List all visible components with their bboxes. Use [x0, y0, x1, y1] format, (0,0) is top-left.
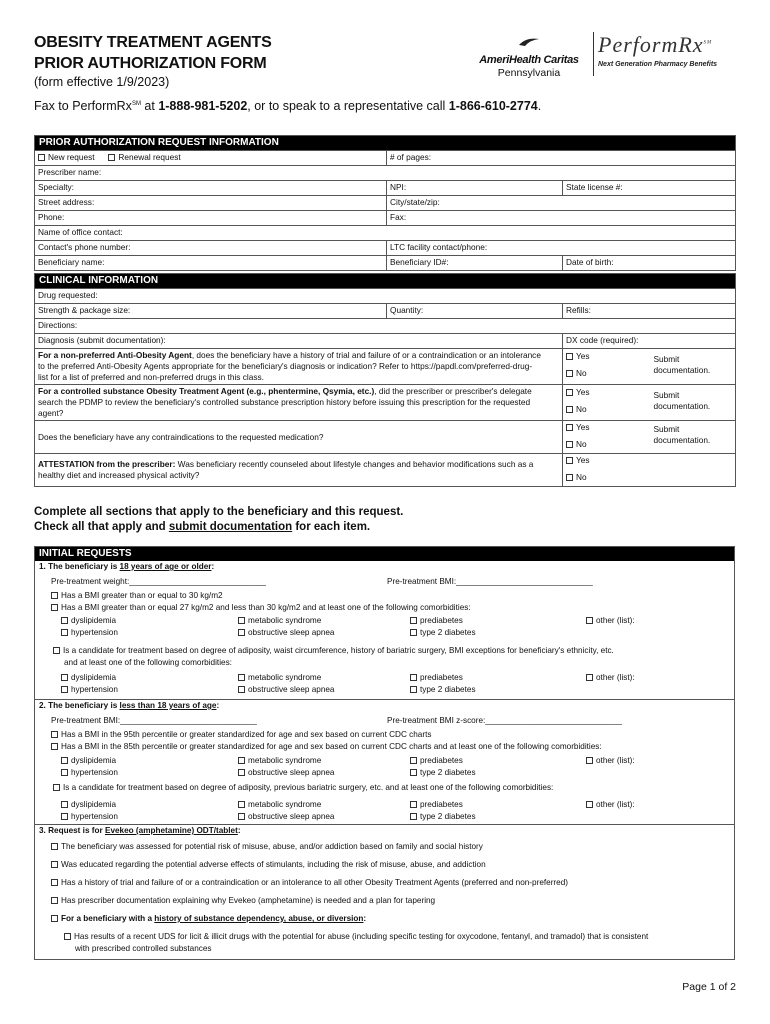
directions-field[interactable]: Directions: — [35, 319, 736, 334]
s2b-t2d-checkbox[interactable] — [410, 813, 417, 820]
q4-no-label: No — [576, 472, 587, 482]
s1a-t2d-label: type 2 diabetes — [420, 628, 476, 637]
city-state-zip-field[interactable]: City/state/zip: — [387, 196, 736, 211]
evekeo-documentation-label: Has prescriber documentation explaining why Evekeo (amphetamine) is needed and a plan for tapering — [61, 896, 436, 905]
question-contraindications: Does the beneficiary have any contraindications to the requested medication? — [35, 421, 563, 454]
s2a-osa-checkbox[interactable] — [238, 769, 245, 776]
evekeo-educated-label: Was educated regarding the potential adverse effects of stimulants, including the risk of misuse, abuse, and addiction — [61, 860, 486, 869]
s2a-other-label: other (list): — [596, 756, 635, 765]
section-adult — [35, 561, 734, 699]
s1b-t2d-checkbox[interactable] — [410, 686, 417, 693]
fax-text-end: . — [537, 99, 542, 113]
s1b-metabolic-checkbox[interactable] — [238, 674, 245, 681]
s1b-dyslipidemia-label: dyslipidemia — [71, 673, 117, 682]
q4-no-checkbox[interactable] — [566, 474, 573, 481]
s2a-t2d-label: type 2 diabetes — [420, 768, 476, 777]
p95-checkbox[interactable] — [51, 731, 58, 738]
s2b-metabolic-checkbox[interactable] — [238, 801, 245, 808]
q4-blank — [651, 454, 736, 487]
page-number: Page 1 of 2 — [682, 981, 736, 993]
question-nonpreferred — [35, 349, 563, 385]
q2-no-checkbox[interactable] — [566, 406, 573, 413]
amerihealth-logo — [471, 36, 587, 79]
form-title-line1: OBESITY TREATMENT AGENTS — [34, 34, 272, 51]
performrx-logo-sm: SM — [703, 40, 713, 46]
s1a-other-checkbox[interactable] — [586, 617, 593, 624]
bmi27-checkbox[interactable] — [51, 604, 58, 611]
s1a-dyslipidemia-label: dyslipidemia — [71, 616, 117, 625]
form-header — [34, 32, 734, 92]
s2b-dyslipidemia-label: dyslipidemia — [71, 800, 117, 809]
question-attestation — [35, 454, 563, 487]
s2b-osa-checkbox[interactable] — [238, 813, 245, 820]
pre-treatment-bmiz-field[interactable]: Pre-treatment BMI z-score:______________________________ — [387, 716, 622, 725]
s1b-prediabetes-checkbox[interactable] — [410, 674, 417, 681]
clinical-info-table — [34, 273, 736, 487]
state-license-field[interactable]: State license #: — [563, 181, 736, 196]
substance-history-post: : — [363, 914, 367, 923]
evekeo-risk-checkbox[interactable] — [51, 843, 58, 850]
street-address-field[interactable]: Street address: — [35, 196, 387, 211]
q2-submit-line2: documentation. — [653, 401, 711, 411]
section-pediatric — [35, 699, 734, 824]
phone-number[interactable]: 1-866-610-2774 — [448, 99, 538, 113]
s2a-t2d-checkbox[interactable] — [410, 769, 417, 776]
specialty-field[interactable]: Specialty: — [35, 181, 387, 196]
fax-field[interactable]: Fax: — [387, 211, 736, 226]
pages-field[interactable]: # of pages: — [387, 151, 736, 166]
fax-text-call: , or to speak to a representative call — [247, 99, 449, 113]
evekeo-educated-checkbox[interactable] — [51, 861, 58, 868]
request-type-cell — [35, 151, 387, 166]
s1a-other-label: other (list): — [596, 616, 635, 625]
s2a-osa-label: obstructive sleep apnea — [248, 768, 335, 777]
fax-instructions — [34, 99, 541, 113]
phone-field[interactable]: Phone: — [35, 211, 387, 226]
instructions-note — [34, 505, 403, 535]
substance-history-checkbox[interactable] — [51, 915, 58, 922]
q3-submit-note — [651, 421, 736, 454]
s2a-metabolic-checkbox[interactable] — [238, 757, 245, 764]
q1-line3: list for a list of preferred and non-preferred drugs in this class. — [38, 372, 264, 382]
q4-line2: healthy diet and increased physical activity? — [38, 470, 200, 480]
refills-field[interactable]: Refills: — [563, 304, 736, 319]
clinical-info-title: CLINICAL INFORMATION — [35, 274, 736, 289]
q2-yes-label: Yes — [576, 387, 590, 397]
prescriber-name-field[interactable]: Prescriber name: — [35, 166, 736, 181]
substance-history-pre: For a beneficiary with a — [61, 914, 155, 923]
s1b-other-checkbox[interactable] — [586, 674, 593, 681]
s2b-dyslipidemia-checkbox[interactable] — [61, 801, 68, 808]
uds-line2: with prescribed controlled substances — [75, 944, 212, 953]
s2-pre: 2. The beneficiary is — [39, 701, 120, 710]
uds-checkbox[interactable] — [64, 933, 71, 940]
drug-requested-field[interactable]: Drug requested: — [35, 289, 736, 304]
instructions-line1: Complete all sections that apply to the beneficiary and this request. — [34, 506, 404, 518]
amerihealth-logo-name: AmeriHealth Caritas — [479, 54, 579, 66]
s2b-metabolic-label: metabolic syndrome — [248, 800, 322, 809]
s2b-hypertension-label: hypertension — [71, 812, 118, 821]
diagnosis-field[interactable]: Diagnosis (submit documentation): — [35, 334, 563, 349]
q2-rest: , did the prescriber or prescriber's delegate — [374, 386, 532, 396]
s1b-osa-label: obstructive sleep apnea — [248, 685, 335, 694]
s2a-dyslipidemia-checkbox[interactable] — [61, 757, 68, 764]
s1a-metabolic-checkbox[interactable] — [238, 617, 245, 624]
q1-submit-note — [651, 349, 736, 385]
s1b-metabolic-label: metabolic syndrome — [248, 673, 322, 682]
q3-yes-no — [563, 421, 651, 454]
new-request-label: New request — [48, 152, 95, 162]
s2b-prediabetes-label: prediabetes — [420, 800, 463, 809]
s2-post: : — [216, 701, 220, 710]
s2b-hypertension-checkbox[interactable] — [61, 813, 68, 820]
fax-text: Fax to PerformRx — [34, 99, 132, 113]
s2b-t2d-label: type 2 diabetes — [420, 812, 476, 821]
s2a-metabolic-label: metabolic syndrome — [248, 756, 322, 765]
form-title-line2: PRIOR AUTHORIZATION FORM — [34, 55, 267, 72]
amerihealth-logo-state: Pennsylvania — [497, 67, 561, 79]
section2-heading — [35, 700, 734, 712]
s1a-prediabetes-checkbox[interactable] — [410, 617, 417, 624]
bmi27-label: Has a BMI greater than or equal 27 kg/m2 and less than 30 kg/m2 and at least one of the following comorbidities: — [61, 603, 471, 612]
candidate1-label: Is a candidate for treatment based on degree of adiposity, waist circumference, history of bariatric surgery, BMI exceptions for beneficiary's ethnicity, etc. — [63, 646, 614, 655]
performrx-logo — [594, 32, 734, 68]
section-evekeo — [35, 824, 734, 955]
initial-requests-title: INITIAL REQUESTS — [35, 547, 734, 561]
q1-line2: to the preferred Anti-Obesity Agents appropriate for the beneficiary's diagnosis or indication? Refer to https://papdl.com/preferred-drug- — [38, 361, 533, 371]
s2-underlined: less than 18 years of age — [119, 701, 217, 710]
evekeo-risk-label: The beneficiary was assessed for potential risk of misuse, abuse, and/or addiction based on family and social history — [61, 842, 483, 851]
candidate2-checkbox[interactable] — [53, 784, 60, 791]
s2a-other-checkbox[interactable] — [586, 757, 593, 764]
q3-no-checkbox[interactable] — [566, 441, 573, 448]
candidate2-label: Is a candidate for treatment based on degree of adiposity, previous bariatric surgery, etc. and at least one of the following comorbidities: — [63, 783, 554, 792]
s1a-hypertension-checkbox[interactable] — [61, 629, 68, 636]
uds-label: Has results of a recent UDS for licit & illicit drugs with the potential for abuse (including specific testing for oxycodone, fentanyl, and tramadol) that is consistent — [74, 932, 649, 941]
evekeo-documentation-checkbox[interactable] — [51, 897, 58, 904]
p95-label: Has a BMI in the 95th percentile or greater standardized for age and sex based on current CDC charts — [61, 730, 432, 739]
s1b-osa-checkbox[interactable] — [238, 686, 245, 693]
pa-info-title: PRIOR AUTHORIZATION REQUEST INFORMATION — [35, 136, 736, 151]
q2-yes-no — [563, 385, 651, 421]
pre-treatment-bmi-field[interactable]: Pre-treatment BMI:______________________________ — [387, 577, 593, 586]
q2-submit-line1: Submit — [653, 390, 680, 400]
q3-no-label: No — [576, 439, 587, 449]
p85-label: Has a BMI in the 85th percentile or greater standardized for age and sex based on current CDC charts and at least one of the following comorbidities: — [61, 742, 602, 751]
initial-requests-section — [34, 546, 735, 960]
candidate1-line2: and at least one of the following comorbidities: — [64, 658, 232, 667]
s1a-hypertension-label: hypertension — [71, 628, 118, 637]
q4-bold: ATTESTATION from the prescriber: — [38, 459, 176, 469]
evekeo-trial-checkbox[interactable] — [51, 879, 58, 886]
q1-no-label: No — [576, 368, 587, 378]
s1a-t2d-checkbox[interactable] — [410, 629, 417, 636]
substance-history-underlined: history of substance dependency, abuse, or diversion — [154, 914, 364, 923]
bmi30-label: Has a BMI greater than or equal to 30 kg/m2 — [61, 591, 223, 600]
s1a-dyslipidemia-checkbox[interactable] — [61, 617, 68, 624]
fax-number[interactable]: 1-888-981-5202 — [158, 99, 248, 113]
s1-underlined: 18 years of age or older — [119, 562, 212, 571]
performrx-tagline: Next Generation Pharmacy Benefits — [598, 61, 718, 68]
q2-bold: For a controlled substance Obesity Treatment Agent (e.g., phentermine, Qsymia, etc.) — [38, 386, 375, 396]
contact-phone-field[interactable]: Contact's phone number: — [35, 241, 387, 256]
s1-post: : — [211, 562, 215, 571]
fax-text-at: at — [140, 99, 159, 113]
q4-yes-label: Yes — [576, 455, 590, 465]
q4-rest: Was beneficiary recently counseled about lifestyle changes and behavior modifications such as a — [175, 459, 534, 469]
s3-underlined: Evekeo (amphetamine) ODT/tablet — [104, 826, 238, 835]
q1-submit-line1: Submit — [653, 354, 680, 364]
s2a-hypertension-checkbox[interactable] — [61, 769, 68, 776]
q1-no-checkbox[interactable] — [566, 370, 573, 377]
instructions-line2-underlined: submit documentation — [168, 521, 293, 533]
beneficiary-name-field[interactable]: Beneficiary name: — [35, 256, 387, 271]
instructions-line2-pre: Check all that apply and — [34, 521, 169, 533]
q4-yes-no — [563, 454, 651, 487]
quantity-field[interactable]: Quantity: — [387, 304, 563, 319]
section1-heading — [35, 561, 734, 573]
q4-yes-checkbox[interactable] — [566, 457, 573, 464]
p85-checkbox[interactable] — [51, 743, 58, 750]
s1a-osa-label: obstructive sleep apnea — [248, 628, 335, 637]
q2-line2: search the PDMP to review the beneficiary's controlled substance prescription history before issuing this prescription for the requested — [38, 397, 531, 407]
s2a-dyslipidemia-label: dyslipidemia — [71, 756, 117, 765]
s3-pre: 3. Request is for — [39, 826, 105, 835]
instructions-line2 — [34, 520, 403, 535]
q3-yes-checkbox[interactable] — [566, 424, 573, 431]
evekeo-trial-label: Has a history of trial and failure of or a contraindication or an intolerance to all other Obesity Treatment Agents (preferred and non-preferred) — [61, 878, 568, 887]
q1-submit-line2: documentation. — [653, 365, 711, 375]
new-request-checkbox[interactable] — [38, 154, 45, 161]
s1b-other-label: other (list): — [596, 673, 635, 682]
beneficiary-id-field[interactable]: Beneficiary ID#: — [387, 256, 563, 271]
candidate1-checkbox[interactable] — [53, 647, 60, 654]
s2b-osa-label: obstructive sleep apnea — [248, 812, 335, 821]
q3-submit-line1: Submit — [653, 424, 680, 434]
s1b-t2d-label: type 2 diabetes — [420, 685, 476, 694]
s1b-dyslipidemia-checkbox[interactable] — [61, 674, 68, 681]
bmi30-checkbox[interactable] — [51, 592, 58, 599]
s1a-prediabetes-label: prediabetes — [420, 616, 463, 625]
s1a-osa-checkbox[interactable] — [238, 629, 245, 636]
s1b-hypertension-checkbox[interactable] — [61, 686, 68, 693]
pre-treatment-bmi2-field[interactable]: Pre-treatment BMI:______________________________ — [51, 716, 257, 725]
ltc-contact-field[interactable]: LTC facility contact/phone: — [387, 241, 736, 256]
renewal-request-label: Renewal request — [118, 152, 181, 162]
office-contact-field[interactable]: Name of office contact: — [35, 226, 736, 241]
fax-sm: SM — [131, 100, 141, 107]
section3-heading — [35, 825, 734, 837]
q2-no-label: No — [576, 404, 587, 414]
form-effective-date: (form effective 1/9/2023) — [34, 75, 170, 89]
q1-yes-checkbox[interactable] — [566, 353, 573, 360]
s2b-other-checkbox[interactable] — [586, 801, 593, 808]
s2b-other-label: other (list): — [596, 800, 635, 809]
q2-yes-checkbox[interactable] — [566, 389, 573, 396]
question-pdmp — [35, 385, 563, 421]
q1-bold: For a non-preferred Anti-Obesity Agent — [38, 350, 192, 360]
dob-field[interactable]: Date of birth: — [563, 256, 736, 271]
q1-yes-label: Yes — [576, 351, 590, 361]
renewal-request-checkbox[interactable] — [108, 154, 115, 161]
performrx-logo-name: PerformRx — [598, 32, 704, 57]
strength-field[interactable]: Strength & package size: — [35, 304, 387, 319]
q2-submit-note — [651, 385, 736, 421]
q3-submit-line2: documentation. — [653, 435, 711, 445]
amerihealth-wing-icon — [518, 37, 540, 47]
npi-field[interactable]: NPI: — [387, 181, 563, 196]
s2a-prediabetes-label: prediabetes — [420, 756, 463, 765]
s2a-prediabetes-checkbox[interactable] — [410, 757, 417, 764]
instructions-line2-post: for each item. — [292, 521, 371, 533]
q1-yes-no — [563, 349, 651, 385]
q2-line3: agent? — [38, 408, 64, 418]
pre-treatment-weight-field[interactable]: Pre-treatment weight:______________________________ — [51, 577, 266, 586]
s1b-hypertension-label: hypertension — [71, 685, 118, 694]
s2b-prediabetes-checkbox[interactable] — [410, 801, 417, 808]
s1b-prediabetes-label: prediabetes — [420, 673, 463, 682]
s2a-hypertension-label: hypertension — [71, 768, 118, 777]
q3-yes-label: Yes — [576, 422, 590, 432]
q1-rest: , does the beneficiary have a history of trial and failure of or a contraindication or an intolerance — [191, 350, 541, 360]
s3-post: : — [237, 826, 241, 835]
s1a-metabolic-label: metabolic syndrome — [248, 616, 322, 625]
pa-request-info-table — [34, 135, 736, 271]
s1-pre: 1. The beneficiary is — [39, 562, 120, 571]
dx-code-field[interactable]: DX code (required): — [563, 334, 736, 349]
